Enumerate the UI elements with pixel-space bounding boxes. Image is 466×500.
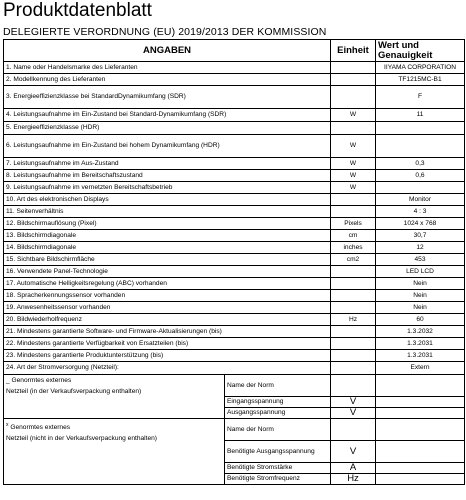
ext1-in-value bbox=[376, 397, 465, 408]
row-label: 10. Art des elektronischen Displays bbox=[4, 194, 331, 206]
ext2-volt-value bbox=[376, 441, 465, 463]
row-unit bbox=[331, 338, 376, 350]
ext2-name-label: Name der Norm bbox=[225, 419, 331, 441]
table-row bbox=[4, 62, 465, 74]
row-unit bbox=[331, 86, 376, 109]
row-label: 21. Mindestens garantierte Software- und Firmware-Aktualisierungen (bis) bbox=[4, 326, 331, 338]
row-label: 18. Spracherkennungssensor vorhanden bbox=[4, 290, 331, 302]
ext1-in-label: Eingangsspannung bbox=[225, 397, 331, 408]
ext1-out-label: Ausgangsspannung bbox=[225, 408, 331, 419]
row-value: 12 bbox=[376, 242, 465, 254]
table-row bbox=[4, 230, 465, 242]
row-value: Nein bbox=[376, 290, 465, 302]
table-row bbox=[4, 314, 465, 326]
row-value bbox=[376, 135, 465, 158]
table-row bbox=[4, 170, 465, 182]
row-unit bbox=[331, 350, 376, 362]
row-value: 60 bbox=[376, 314, 465, 326]
row-unit bbox=[331, 326, 376, 338]
row-unit: W bbox=[331, 182, 376, 194]
row-value: LED LCD bbox=[376, 266, 465, 278]
ext2-label-b: Netzteil (nicht in der Verkaufsverpackung enthalten) bbox=[6, 435, 158, 443]
row-value: Extern bbox=[376, 362, 465, 375]
row-value: F bbox=[376, 86, 465, 109]
product-data-table bbox=[3, 39, 465, 485]
ext2-curr-unit: A bbox=[331, 463, 376, 474]
ext1-label-b: Netzteil (in der Verkaufsverpackung enthalten) bbox=[6, 388, 142, 395]
row-label: 3. Energieeffizienzklasse bei StandardDynamikumfang (SDR) bbox=[4, 86, 331, 109]
table-row bbox=[4, 122, 465, 135]
ext2-curr-value bbox=[376, 463, 465, 474]
table-row bbox=[4, 266, 465, 278]
row-label: 5. Energieeffizienzklasse (HDR) bbox=[4, 122, 331, 135]
table-row bbox=[4, 254, 465, 266]
table-row bbox=[4, 419, 465, 441]
row-label: 12. Bildschirmauflösung (Pixel) bbox=[4, 218, 331, 230]
row-value: IIYAMA CORPORATION bbox=[376, 62, 465, 74]
row-unit bbox=[331, 194, 376, 206]
table-header-row bbox=[4, 40, 465, 62]
table-row bbox=[4, 109, 465, 122]
row-value: 4 : 3 bbox=[376, 206, 465, 218]
table-row bbox=[4, 362, 465, 375]
ext1-name-unit bbox=[331, 375, 376, 397]
row-unit bbox=[331, 290, 376, 302]
row-unit bbox=[331, 74, 376, 86]
ext1-label-a: _ Genormtes externes bbox=[6, 377, 72, 384]
row-label: 23. Mindestens garantierte Produktunterstützung (bis) bbox=[4, 350, 331, 362]
row-unit: W bbox=[331, 109, 376, 122]
row-value bbox=[376, 122, 465, 135]
row-label: 15. Sichtbare Bildschirmfläche bbox=[4, 254, 331, 266]
ext2-freq-label: Benötigte Stromfrequenz bbox=[225, 474, 331, 485]
ext2-name-value bbox=[376, 419, 465, 441]
page-subtitle: DELEGIERTE VERORDNUNG (EU) 2019/2013 DER KOMMISSION bbox=[3, 26, 327, 38]
row-value: 30,7 bbox=[376, 230, 465, 242]
row-unit bbox=[331, 278, 376, 290]
ext2-name-unit bbox=[331, 419, 376, 441]
row-label: 13. Bildschirmdiagonale bbox=[4, 230, 331, 242]
ext1-name-label: Name der Norm bbox=[225, 375, 331, 397]
ext2-freq-unit: Hz bbox=[331, 474, 376, 485]
header-einheit: Einheit bbox=[331, 40, 376, 62]
row-unit: inches bbox=[331, 242, 376, 254]
row-label: 2. Modellkennung des Lieferanten bbox=[4, 74, 331, 86]
ext2-curr-label: Benötigte Stromstärke bbox=[225, 463, 331, 474]
header-angaben: ANGABEN bbox=[4, 40, 331, 62]
row-value: 1.3.2032 bbox=[376, 326, 465, 338]
table-row bbox=[4, 206, 465, 218]
ext1-out-value bbox=[376, 408, 465, 419]
ext2-freq-value bbox=[376, 474, 465, 485]
ext2-volt-label: Benötigte Ausgangsspannung bbox=[225, 441, 331, 463]
ext1-out-unit: V bbox=[331, 408, 376, 419]
row-unit: W bbox=[331, 170, 376, 182]
table-row bbox=[4, 135, 465, 158]
row-unit bbox=[331, 266, 376, 278]
row-value: 0,6 bbox=[376, 170, 465, 182]
row-value: 1.3.2031 bbox=[376, 350, 465, 362]
row-label: 6. Leistungsaufnahme im Ein-Zustand bei hohem Dynamikumfang (HDR) bbox=[4, 135, 331, 158]
row-value: Nein bbox=[376, 302, 465, 314]
table-row bbox=[4, 375, 465, 397]
ext2-label-a: Genormtes externes bbox=[8, 424, 71, 432]
table-row bbox=[4, 242, 465, 254]
ext1-in-unit: V bbox=[331, 397, 376, 408]
table-row bbox=[4, 158, 465, 170]
table-row bbox=[4, 194, 465, 206]
row-value: Monitor bbox=[376, 194, 465, 206]
row-unit: cm bbox=[331, 230, 376, 242]
row-unit: W bbox=[331, 158, 376, 170]
row-label: 16. Verwendete Panel-Technologie bbox=[4, 266, 331, 278]
row-label: 1. Name oder Handelsmarke des Lieferanten bbox=[4, 62, 331, 74]
row-label: 8. Leistungsaufnahme im Bereitschaftszustand bbox=[4, 170, 331, 182]
row-value: 1024 x 768 bbox=[376, 218, 465, 230]
row-value: TF1215MC-B1 bbox=[376, 74, 465, 86]
row-label: 22. Mindestens garantierte Verfügbarkeit von Ersatzteilen (bis) bbox=[4, 338, 331, 350]
row-label: 7. Leistungsaufnahme im Aus-Zustand bbox=[4, 158, 331, 170]
table-row bbox=[4, 338, 465, 350]
header-wert: Wert und Genauigkeit bbox=[376, 40, 465, 62]
row-label: 19. Anwesenheitssensor vorhanden bbox=[4, 302, 331, 314]
ext2-volt-unit: V bbox=[331, 441, 376, 463]
row-unit bbox=[331, 62, 376, 74]
row-value bbox=[376, 182, 465, 194]
row-value: 11 bbox=[376, 109, 465, 122]
row-unit bbox=[331, 302, 376, 314]
row-label: 11. Seitenverhältnis bbox=[4, 206, 331, 218]
table-row bbox=[4, 290, 465, 302]
row-unit bbox=[331, 122, 376, 135]
row-label: 14. Bildschirmdiagonale bbox=[4, 242, 331, 254]
row-unit: Hz bbox=[331, 314, 376, 326]
row-label: 20. Bildwiederholfrequenz bbox=[4, 314, 331, 326]
ext1-name-value bbox=[376, 375, 465, 397]
table-row bbox=[4, 350, 465, 362]
row-unit: cm2 bbox=[331, 254, 376, 266]
row-label: 9. Leistungsaufnahme im vernetzten Bereitschaftsbetrieb bbox=[4, 182, 331, 194]
row-value: 0,3 bbox=[376, 158, 465, 170]
row-label: 4. Leistungsaufnahme im Ein-Zustand bei Standard-Dynamikumfang (SDR) bbox=[4, 109, 331, 122]
row-unit: Pixels bbox=[331, 218, 376, 230]
row-unit: W bbox=[331, 135, 376, 158]
page-title: Produktdatenblatt bbox=[3, 0, 152, 21]
table-row bbox=[4, 74, 465, 86]
table-row bbox=[4, 278, 465, 290]
table-row bbox=[4, 326, 465, 338]
ext2-sub: x bbox=[6, 422, 9, 428]
row-value: 453 bbox=[376, 254, 465, 266]
table-row bbox=[4, 182, 465, 194]
row-value: Nein bbox=[376, 278, 465, 290]
row-label: 17. Automatische Helligkeitsregelung (ABC) vorhanden bbox=[4, 278, 331, 290]
row-unit bbox=[331, 206, 376, 218]
ext2-label bbox=[4, 419, 225, 485]
ext1-label bbox=[4, 375, 225, 419]
table-row bbox=[4, 218, 465, 230]
row-label: 24. Art der Stromversorgung (Netzteil): bbox=[4, 362, 331, 375]
row-value: 1.3.2031 bbox=[376, 338, 465, 350]
table-row bbox=[4, 302, 465, 314]
table-row bbox=[4, 86, 465, 109]
row-unit bbox=[331, 362, 376, 375]
